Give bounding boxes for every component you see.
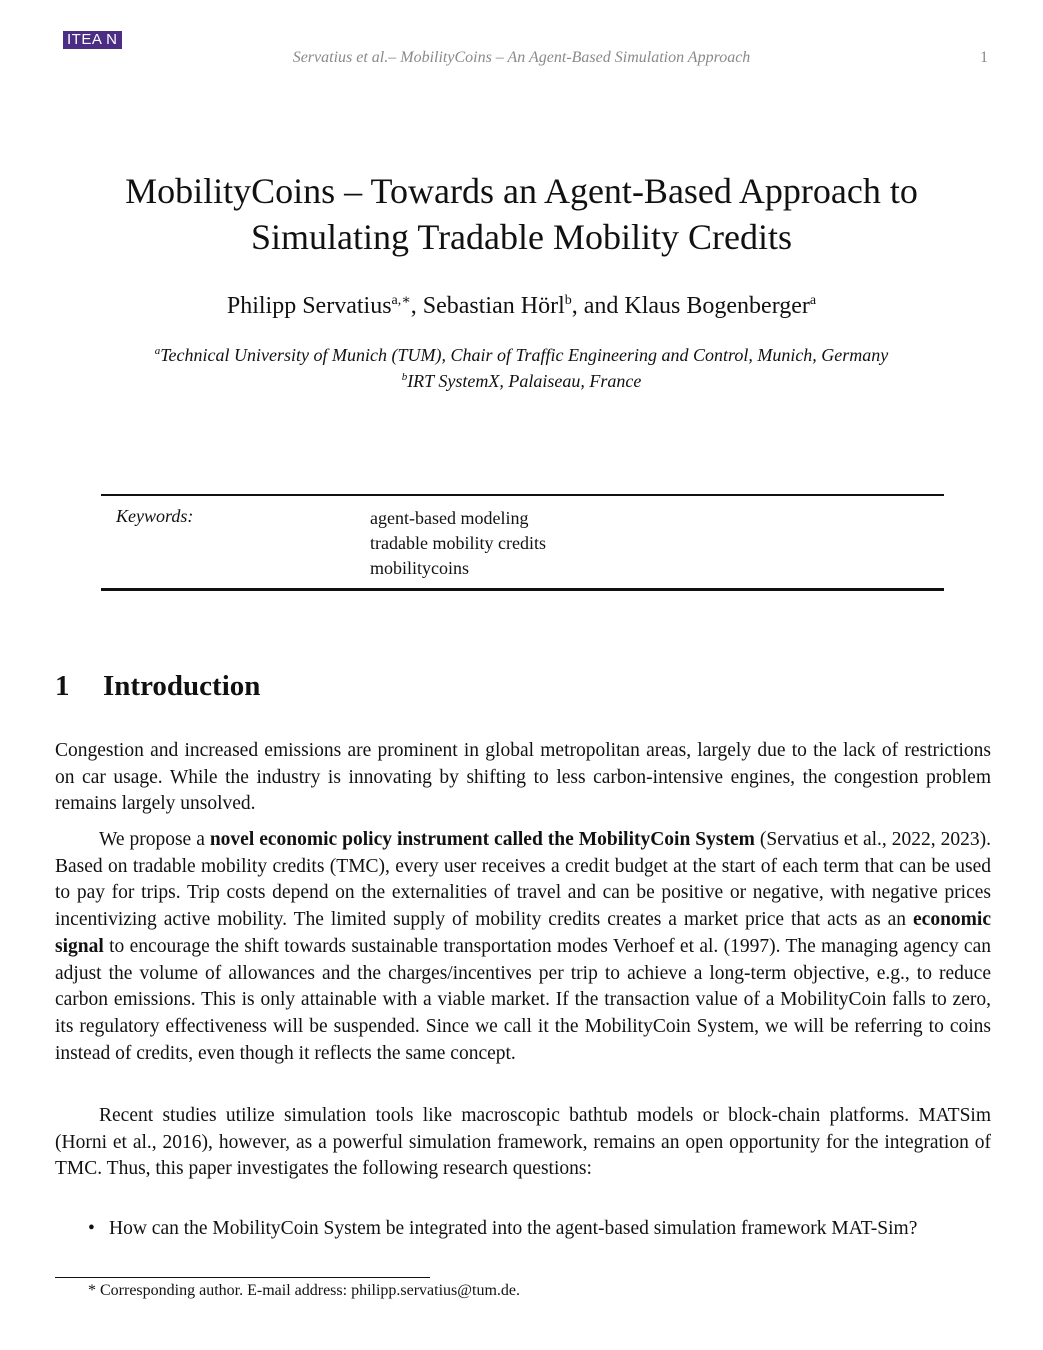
affiliation-text: IRT SystemX, Palaiseau, France — [407, 371, 642, 391]
affiliation-b — [0, 371, 1043, 392]
keywords-bottom-rule — [101, 588, 944, 591]
paragraph-2-part: to encourage the shift towards sustainable transportation modes Verhoef et al. (1997). The managing agency can adjust the volume of allowances and the charges/incentives per trip to achieve a long-term objective, e.g., to reduce carbon emissions. This is only attainable with a viable market. If the transaction value of a MobilityCoin falls to zero, its regulatory effectiveness will be suspended. Since we call it the MobilityCoin System, we will be referring to coins instead of credits, even though it reflects the same concept. — [55, 935, 991, 1064]
keywords-list — [370, 506, 546, 581]
author-affil-mark: a,∗ — [391, 293, 411, 308]
itea-logo: ITEA N — [63, 31, 122, 49]
author-separator: , and — [571, 293, 625, 319]
author-name: Sebastian Hörl — [422, 293, 565, 319]
author-affil-mark: a — [809, 293, 817, 308]
bullet-text: How can the MobilityCoin System be integrated into the agent-based simulation framework MAT-Sim? — [109, 1218, 918, 1239]
paper-title — [60, 168, 983, 260]
keyword-item: tradable mobility credits — [370, 533, 546, 553]
section-heading — [55, 670, 260, 703]
affiliation-text: Technical University of Munich (TUM), Chair of Traffic Engineering and Control, Munich, Germany — [160, 345, 889, 365]
paragraph-2 — [55, 827, 991, 1067]
author-separator: , — [410, 293, 423, 319]
section-title: Introduction — [103, 670, 261, 702]
running-head: Servatius et al.– MobilityCoins – An Agent-Based Simulation Approach — [292, 49, 751, 66]
keyword-item: agent-based modeling — [370, 508, 529, 528]
paragraph-2-emphasis: novel economic policy instrument called the MobilityCoin System — [209, 829, 755, 850]
paragraph-2-part: We propose a — [99, 829, 210, 850]
author-affil-mark: b — [564, 293, 572, 308]
paragraph-3: Recent studies utilize simulation tools like macroscopic bathtub models or block-chain platforms. MATSim (Horni et al., 2016), however, as a powerful simulation framework, remains an open opportunity for the integration of TMC. Thus, this paper investigates the following research questions: — [55, 1105, 991, 1180]
keywords-top-rule — [101, 494, 944, 496]
paragraph-1: Congestion and increased emissions are prominent in global metropolitan areas, largely due to the lack of restrictions on car usage. While the industry is innovating by shifting to less carbon-intensive engines, the congestion problem remains largely unsolved. — [55, 740, 991, 815]
paragraph-2-part: (Servatius et al., 2022, 2023). Based on tradable mobility credits (TMC), every user receives a credit budget at the start of each term that can be used to pay for trips. Trip costs depend on the externalities of travel and can be positive or negative, with negative prices incentivizing active mobility. The limited supply of mobility credits creates a market price that acts as an — [55, 829, 991, 931]
page-number: 1 — [980, 49, 988, 66]
author-list — [0, 292, 1043, 320]
affiliation-a — [0, 345, 1043, 366]
keywords-label: Keywords: — [116, 506, 194, 526]
footnote: * Corresponding author. E-mail address: philipp.servatius@tum.de. — [88, 1282, 520, 1299]
title-line-2: Simulating Tradable Mobility Credits — [250, 217, 793, 257]
author-name: Philipp Servatius — [226, 293, 392, 319]
bullet-icon: • — [88, 1218, 95, 1239]
footnote-rule — [55, 1277, 430, 1278]
keyword-item: mobilitycoins — [370, 558, 469, 578]
section-number: 1 — [55, 670, 70, 702]
affiliation-mark: b — [401, 371, 408, 383]
author-name: Klaus Bogenberger — [624, 293, 810, 319]
affiliation-mark: a — [154, 345, 161, 357]
title-line-1: MobilityCoins – Towards an Agent-Based Approach to — [125, 171, 918, 211]
paragraph-2-emphasis: economic signal — [55, 909, 991, 957]
